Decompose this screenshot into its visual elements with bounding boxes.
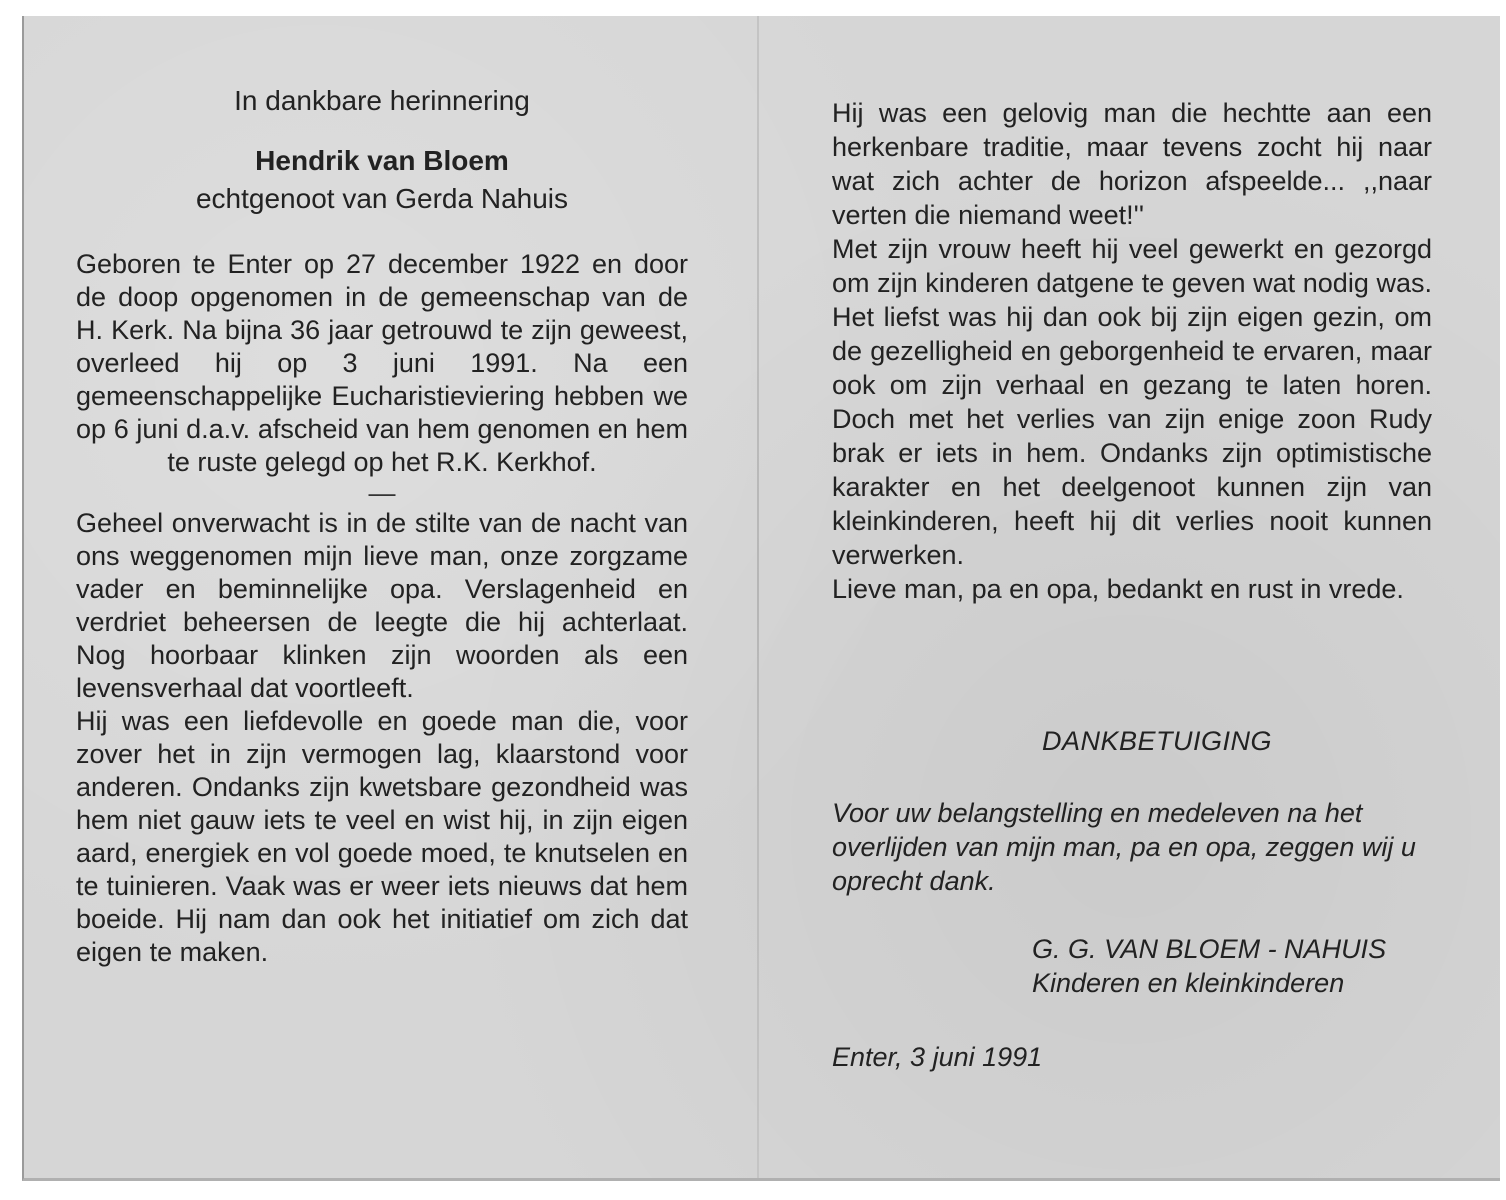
place-date: Enter, 3 juni 1991 [832, 1042, 1043, 1072]
thanks-text: Voor uw belangstelling en medeleven na het overlijden van mijn man, pa en opa, zeggen wij u oprecht dank. [832, 798, 1416, 896]
signature-name: G. G. VAN BLOEM - NAHUIS [1032, 934, 1387, 964]
faith-paragraph: Hij was een gelovig man die hechtte aan een herkenbare traditie, maar tevens zocht hij naar wat zich achter de horizon afspeelde... ,,naar verten die niemand weet!'' [832, 98, 1432, 230]
farewell-paragraph: Lieve man, pa en opa, bedankt en rust in vrede. [832, 574, 1404, 604]
family-paragraph: Met zijn vrouw heeft hij veel gewerkt en gezorgd om zijn kinderen datgene te geven wat nodig was. Het liefst was hij dan ook bij zijn eigen gezin, om de gezelligheid en geborgenheid te ervaren, maar ook om zijn verhaal en gezang te laten horen. Doch met het verlies van zijn enige zoon Rudy brak er iets in hem. Ondanks zijn optimistische karakter en het deelgenoot kunnen zijn van kleinkinderen, heeft hij dit verlies nooit kunnen verwerken. [832, 234, 1432, 570]
remembrance-paragraph: Geheel onverwacht is in de stilte van de nacht van ons weggenomen mijn lieve man, onze zorgzame vader en beminnelijke opa. Verslagenheid en verdriet beheersen de leegte die hij achterlaat. Nog hoorbaar klinken zijn woorden als een levensverhaal dat voortleeft. [76, 508, 688, 703]
right-page [832, 96, 1432, 1074]
deceased-name: Hendrik van Bloem [255, 145, 509, 176]
signature-family: Kinderen en kleinkinderen [1032, 968, 1345, 998]
card-fold [757, 16, 759, 1178]
separator: — [368, 478, 396, 508]
left-page [76, 82, 688, 969]
signature-block [1032, 932, 1432, 1000]
spouse-line: echtgenoot van Gerda Nahuis [195, 183, 569, 214]
intro-line: In dankbare herinnering [234, 85, 530, 116]
thanks-title: DANKBETUIGING [1041, 726, 1273, 756]
memorial-card [22, 16, 1500, 1181]
birth-death-paragraph: Geboren te Enter op 27 december 1922 en door de doop opgenomen in de gemeenschap van de H. Kerk. Na bijna 36 jaar getrouwd te zijn geweest, overleed hij op 3 juni 1991. Na een gemeenschappelijke Eucharistieviering hebben we op 6 juni d.a.v. afscheid van hem genomen en hem te ruste gelegd op het R.K. Kerkhof. [76, 249, 688, 477]
character-paragraph: Hij was een liefdevolle en goede man die, voor zover het in zijn vermogen lag, klaarstond voor anderen. Ondanks zijn kwetsbare gezondheid was hem niet gauw iets te veel en wist hij, in zijn eigen aard, energiek en vol goede moed, te knutselen en te tuinieren. Vaak was er weer iets nieuws dat hem boeide. Hij nam dan ook het initiatief om zich dat eigen te maken. [76, 706, 688, 967]
